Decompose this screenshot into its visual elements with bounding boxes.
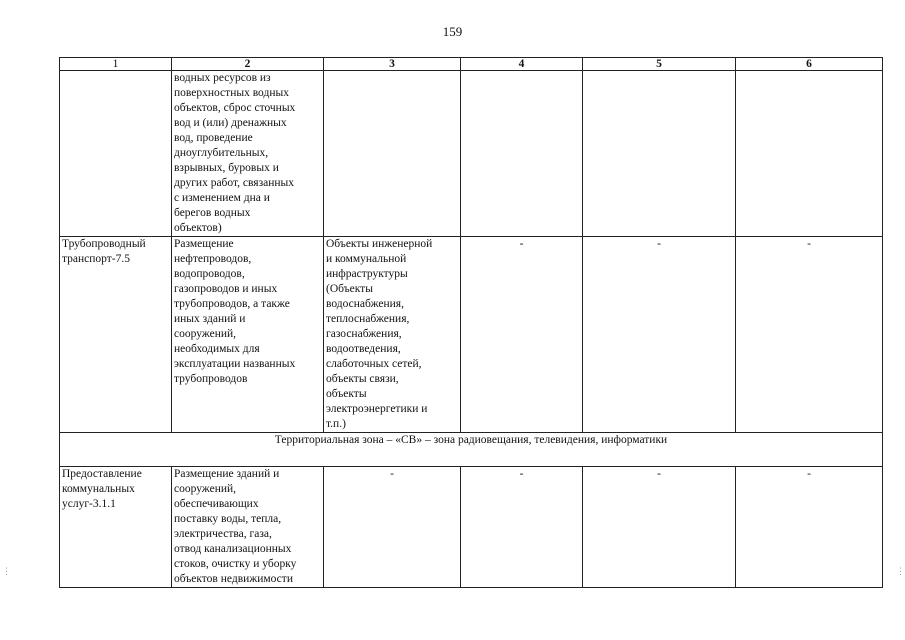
zone-heading-row xyxy=(60,433,883,467)
cell-use-description: водных ресурсов из поверхностных водных объектов, сброс сточных вод и (или) дренажных вод, проведение дноуглубительных, взрывных, буровых и других работ, связанных с изменением дна и берегов водных объектов) xyxy=(172,71,324,237)
cell-col-6: - xyxy=(736,467,883,588)
cell-use-name xyxy=(60,71,172,237)
cell-col-5: - xyxy=(583,467,736,588)
cell-col-4 xyxy=(461,71,583,237)
cell-auxiliary-use: - xyxy=(324,467,461,588)
table-row xyxy=(60,237,883,433)
cell-auxiliary-use: Объекты инженерной и коммунальной инфраструктуры (Объекты водоснабжения, теплоснабжения, газоснабжения, водоотведения, слаботочных сетей, объекты связи, объекты электроэнергетики и т.п.) xyxy=(324,237,461,433)
cell-col-6: - xyxy=(736,237,883,433)
cell-col-6 xyxy=(736,71,883,237)
cell-use-description: Размещение зданий и сооружений, обеспечивающих поставку воды, тепла, электричества, газа, отвод канализационных стоков, очистку и уборку объектов недвижимости xyxy=(172,467,324,588)
permitted-use-table xyxy=(59,57,883,588)
margin-mark-left: ⋮ xyxy=(2,566,11,576)
column-header-5: 5 xyxy=(583,58,736,71)
cell-col-5 xyxy=(583,71,736,237)
zone-heading: Территориальная зона – «СВ» – зона радиовещания, телевидения, информатики xyxy=(60,433,883,467)
cell-auxiliary-use xyxy=(324,71,461,237)
cell-use-name: Трубопроводный транспорт-7.5 xyxy=(60,237,172,433)
column-header-3: 3 xyxy=(324,58,461,71)
margin-mark-right: ⋮ xyxy=(896,566,905,576)
page-number: 159 xyxy=(442,24,463,39)
cell-col-4: - xyxy=(461,237,583,433)
cell-col-4: - xyxy=(461,467,583,588)
cell-use-description: Размещение нефтепроводов, водопроводов, газопроводов и иных трубопроводов, а также иных зданий и сооружений, необходимых для эксплуатации названных трубопроводов xyxy=(172,237,324,433)
column-header-6: 6 xyxy=(736,58,883,71)
cell-col-5: - xyxy=(583,237,736,433)
cell-use-name: Предоставление коммунальных услуг-3.1.1 xyxy=(60,467,172,588)
table-row xyxy=(60,71,883,237)
column-header-2: 2 xyxy=(172,58,324,71)
table-row xyxy=(60,467,883,588)
header-row xyxy=(60,58,883,71)
column-header-4: 4 xyxy=(461,58,583,71)
column-header-1: 1 xyxy=(60,58,172,71)
